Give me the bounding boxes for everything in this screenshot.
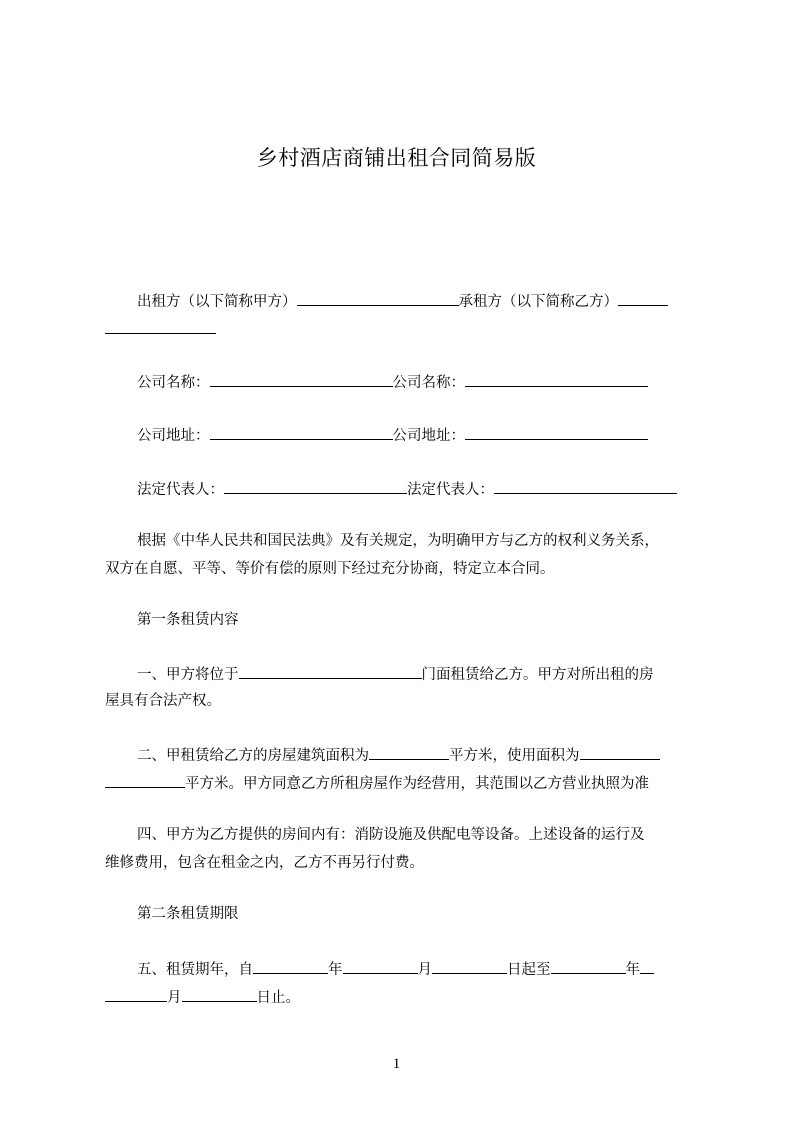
legal-rep-line: [137, 478, 737, 500]
start-day-blank: [432, 958, 507, 974]
day-end-label: 日止。: [256, 990, 300, 1006]
clause1-text-a: 一、甲方将位于: [137, 667, 239, 683]
clause2-line-1: [137, 744, 737, 766]
preamble-line-1: 根据《中华人民共和国民法典》及有关规定，为明确甲方与乙方的权利义务关系，: [137, 533, 659, 549]
page-number: 1: [392, 1056, 401, 1072]
legal-rep-label-a: 法定代表人：: [137, 482, 224, 498]
lessee-label: 承租方（以下简称乙方）: [458, 294, 618, 310]
usable-area-blank: [580, 744, 660, 760]
lessee-blank-cont: [105, 318, 216, 334]
article1-heading: 第一条租赁内容: [137, 612, 239, 628]
company-address-label-b: 公司地址：: [392, 428, 465, 444]
company-name-label-a: 公司名称：: [137, 375, 210, 391]
clause4-line-1: 四、甲方为乙方提供的房间内有：消防设施及供配电等设备。上述设备的运行及: [137, 827, 645, 843]
clause2-line-2: [105, 772, 705, 794]
month-label-a: 月: [417, 962, 432, 978]
parties-line: [137, 290, 737, 312]
article2-heading: 第二条租赁期限: [137, 906, 239, 922]
company-address-label-a: 公司地址：: [137, 428, 210, 444]
legal-rep-blank-a: [224, 478, 407, 494]
clause5-text-a: 五、租赁期年，自: [137, 962, 253, 978]
lessor-blank: [297, 290, 459, 306]
legal-rep-blank-b: [494, 478, 677, 494]
year-label-b: 年: [625, 962, 640, 978]
clause1-line-2: 屋具有合法产权。: [105, 693, 221, 709]
company-address-blank-b: [465, 424, 648, 440]
company-address-blank-a: [210, 424, 393, 440]
parties-line-cont: [105, 318, 705, 340]
clause1-text-b: 门面租赁给乙方。甲方对所出租的房: [421, 667, 654, 683]
start-year-blank: [253, 958, 328, 974]
company-name-blank-a: [210, 371, 393, 387]
clause2-text-a: 二、甲租赁给乙方的房屋建筑面积为: [137, 748, 369, 764]
day-from-label: 日起至: [507, 962, 551, 978]
clause2-text-b: 平方米，使用面积为: [449, 748, 580, 764]
end-month-blank-cont: [105, 986, 167, 1002]
end-day-blank: [182, 986, 257, 1002]
usable-area-blank-cont: [105, 772, 185, 788]
company-name-line: [137, 371, 737, 393]
clause5-line-1: [137, 958, 737, 980]
lessor-label: 出租方（以下简称甲方）: [137, 294, 297, 310]
preamble-line-2: 双方在自愿、平等、等价有偿的原则下经过充分协商，特定立本合同。: [105, 561, 555, 577]
company-address-line: [137, 424, 737, 446]
company-name-blank-b: [465, 371, 648, 387]
lessee-blank: [618, 290, 668, 306]
end-year-blank: [551, 958, 626, 974]
start-month-blank: [343, 958, 418, 974]
company-name-label-b: 公司名称：: [392, 375, 465, 391]
location-blank: [239, 663, 422, 679]
clause2-text-c: 平方米。甲方同意乙方所租房屋作为经营用，其范围以乙方营业执照为准: [185, 776, 649, 792]
year-label-a: 年: [328, 962, 343, 978]
month-label-b: 月: [167, 990, 182, 1006]
end-month-blank: [640, 958, 654, 974]
clause5-line-2: [105, 986, 705, 1008]
legal-rep-label-b: 法定代表人：: [407, 482, 494, 498]
clause4-line-2: 维修费用，包含在租金之内，乙方不再另行付费。: [105, 855, 424, 871]
document-title: 乡村酒店商铺出租合同简易版: [256, 146, 537, 170]
clause1-line-1: [137, 663, 737, 685]
building-area-blank: [369, 744, 449, 760]
